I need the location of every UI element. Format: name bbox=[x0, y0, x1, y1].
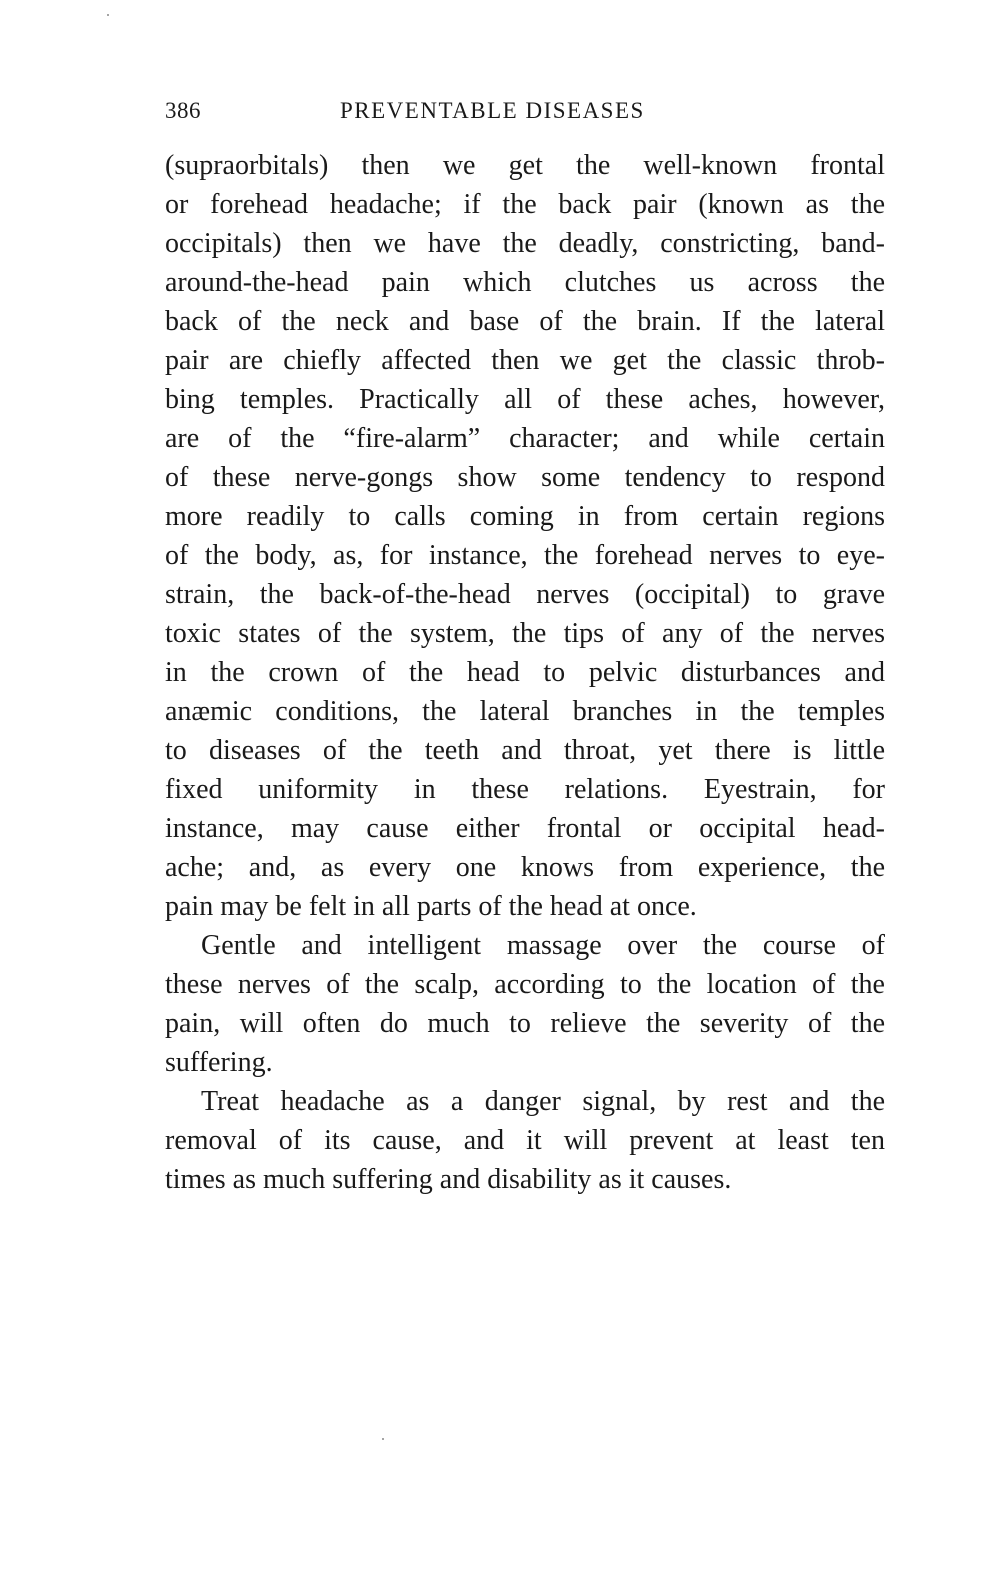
text-line: ache; and, as every one knows from experience, the bbox=[165, 852, 885, 883]
text-line: anæmic conditions, the lateral branches in the temples bbox=[165, 696, 885, 727]
text-line: Treat headache as a danger signal, by rest and the bbox=[201, 1086, 885, 1117]
running-title: PREVENTABLE DISEASES bbox=[340, 98, 645, 123]
text-line: pair are chiefly affected then we get the classic throb- bbox=[165, 345, 885, 376]
text-line: in the crown of the head to pelvic disturbances and bbox=[165, 657, 885, 688]
text-line: are of the “fire-alarm” character; and while certain bbox=[165, 423, 885, 454]
text-line: pain may be felt in all parts of the head at once. bbox=[165, 891, 697, 922]
text-line: of these nerve-gongs show some tendency to respond bbox=[165, 462, 885, 493]
text-line: to diseases of the teeth and throat, yet there is little bbox=[165, 735, 885, 766]
text-line: occipitals) then we have the deadly, constricting, band- bbox=[165, 228, 885, 259]
text-line: toxic states of the system, the tips of any of the nerves bbox=[165, 618, 885, 649]
text-line: (supraorbitals) then we get the well-known frontal bbox=[165, 150, 885, 181]
text-line: instance, may cause either frontal or occipital head- bbox=[165, 813, 885, 844]
text-line: removal of its cause, and it will prevent at least ten bbox=[165, 1125, 885, 1156]
paragraph-2 bbox=[165, 926, 885, 1082]
text-line: times as much suffering and disability as it causes. bbox=[165, 1164, 732, 1195]
text-line: fixed uniformity in these relations. Eyestrain, for bbox=[165, 774, 885, 805]
scan-speck-bottom bbox=[382, 1438, 384, 1440]
page-number: 386 bbox=[165, 98, 201, 123]
text-line: Gentle and intelligent massage over the course of bbox=[201, 930, 885, 961]
text-line: around-the-head pain which clutches us across the bbox=[165, 267, 885, 298]
paragraph-1 bbox=[165, 146, 885, 926]
paragraph-3 bbox=[165, 1082, 885, 1199]
text-line: strain, the back-of-the-head nerves (occipital) to grave bbox=[165, 579, 885, 610]
book-page bbox=[165, 98, 885, 1199]
text-line: these nerves of the scalp, according to the location of the bbox=[165, 969, 885, 1000]
text-line: or forehead headache; if the back pair (known as the bbox=[165, 189, 885, 220]
scan-speck-top bbox=[107, 14, 109, 16]
text-line: more readily to calls coming in from certain regions bbox=[165, 501, 885, 532]
running-head bbox=[165, 98, 885, 138]
text-line: pain, will often do much to relieve the severity of the bbox=[165, 1008, 885, 1039]
text-line: bing temples. Practically all of these aches, however, bbox=[165, 384, 885, 415]
text-line: back of the neck and base of the brain. If the lateral bbox=[165, 306, 885, 337]
text-line: of the body, as, for instance, the forehead nerves to eye- bbox=[165, 540, 885, 571]
text-line: suffering. bbox=[165, 1047, 273, 1078]
